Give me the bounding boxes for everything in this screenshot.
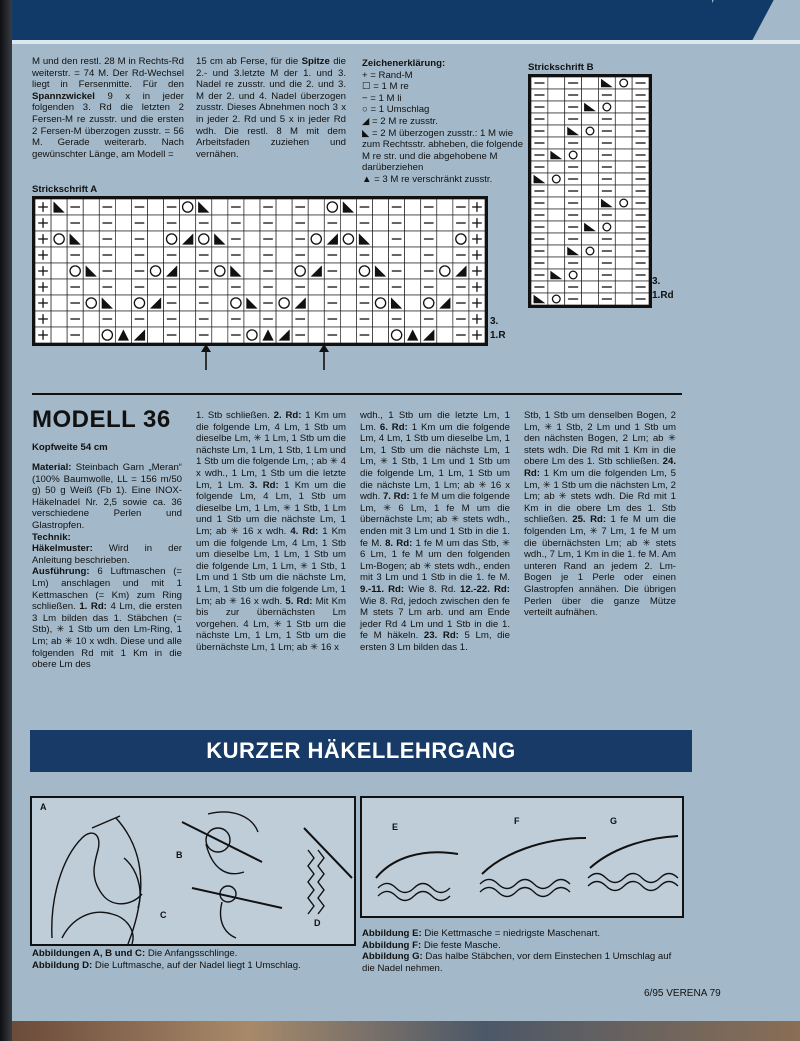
modell-size: Kopfweite 54 cm	[32, 442, 108, 453]
banner-title: KURZER HÄKELLEHRGANG	[206, 738, 516, 763]
crochet-illustration-left	[30, 796, 356, 946]
caption-right: Abbildung E: Die Kettmasche = niedrigste Maschenart. Abbildung F: Die feste Masche. Abbildung G: Das halbe Stäbchen, vor dem Einstechen 1 Umschlag auf die Nadel nehmen.	[362, 928, 672, 974]
legend-item: ◢ = 2 M re zusstr.	[362, 115, 438, 127]
section-divider	[32, 393, 682, 395]
sock-text-col2: 15 cm ab Ferse, für die Spitze die 2.- und 3.letzte M der 1. und 3. Nadel re zusstr. und die 2. und 3. M der 2. und 4. Nadel überzogen zusstr. Dieses Abnehmen noch 3 x in jeder 2. Rd und 5 x in jeder Rd wdh. Die restl. 8 M mit dem Arbeitsfaden zuziehen und vernähen.	[196, 56, 347, 160]
figure-label-e: E	[392, 822, 399, 832]
chart-b-row-1-label: 1.Rd	[652, 290, 674, 301]
modell-title: MODELL 36	[32, 406, 171, 433]
caption-left: Abbildungen A, B und C: Die Anfangsschlinge. Abbildung D: Die Luftmasche, auf der Nadel liegt 1 Umschlag.	[32, 948, 301, 971]
page-footer: 6/95 VERENA 79	[644, 988, 721, 999]
crochet-hands-illustration	[32, 798, 354, 944]
magazine-spine	[0, 0, 12, 1041]
crochet-stitches-illustration	[362, 798, 682, 916]
legend-item: − = 1 M li	[362, 92, 402, 104]
arrow-up-icon	[316, 344, 332, 370]
chart-a-label: Strickschrift A	[32, 184, 98, 195]
knitting-chart-b	[528, 74, 652, 308]
modell-text-col4: Stb, 1 Stb um denselben Bogen, 2 Lm, ✳ 1 Stb, 2 Lm und 1 Stb um den nächsten Bogen, 2 Lm; ab ✳ stets wdh. Die Rd mit 1 Km in die obere Lm des 1. Stb schließen. 24. Rd: 1 Km um die folgenden Lm, 5 Lm, ✳ 1 Stb um die nächsten Lm, 2 Lm; ab ✳ stets wdh. Die Rd mit 1 Km in die obere Lm des 1. Stb schließen. 25. Rd: 1 fe M um die folgenden Lm, ✳ 7 Lm, 1 fe M um die übernächsten Lm; ab ✳ stets wdh., 7 Lm, 1 Km in die 1. fe M. Am unteren Rand an jedem 2. Lm-Bogen je 1 Perle oder einen Glastropfen annähen. Die übrigen Perlen über die ganze Mütze verteilt aufnähen.	[524, 410, 676, 619]
modell-text-col3: wdh., 1 Stb um die letzte Lm, 1 Lm. 6. Rd: 1 Km um die folgende Lm, 4 Lm, 1 Stb um dieselbe Lm, 1 Lm, 1 Stb um die nächste Lm, 1 Lm, ✳ 1 Stb, 1 Lm und 1 Stb um die folgende Lm, 1 Lm, 1 Stb um die nächste Lm, 1 Lm; ab ✳ 16 x wdh. 7. Rd: 1 fe M um die folgende Lm, ✳ 6 Lm, 1 fe M um die übernächste Lm; ab ✳ stets wdh., enden mit 3 Lm und 1 Stb in die 1. fe M. 8. Rd: 1 fe M um das Stb, ✳ 6 Lm, 1 fe M um den folgenden Lm-Bogen; ab ✳ stets wdh., enden mit 3 Lm und 1 Stb in die 1. fe M. 9.-11. Rd: Wie 8. Rd. 12.-22. Rd: Wie 8. Rd, jedoch zwischen den fe M stets 7 Lm arb. und am Ende jeder Rd 4 Lm und 1 Stb in die 1. fe M häkeln. 23. Rd: 5 Lm, die ersten 3 Lm bilden das 1.	[360, 410, 510, 653]
figure-label-b: B	[176, 850, 183, 860]
figure-label-f: F	[514, 816, 520, 826]
arrow-up-icon	[198, 344, 214, 370]
legend-item: + = Rand-M	[362, 69, 413, 81]
chart-a-row-3-label: 3.	[490, 316, 499, 327]
chart-b-row-3-label: 3.	[652, 276, 661, 287]
figure-label-g: G	[610, 816, 618, 826]
legend-item: ☐ = 1 M re	[362, 81, 409, 93]
modell-text-col2: 1. Stb schließen. 2. Rd: 1 Km um die folgende Lm, 4 Lm, 1 Stb um dieselbe Lm, ✳ 1 Lm, 1 Stb um die nächste Lm, 1 Lm, 1 Stb, 1 Lm und 1 Stb um die folgende Lm, ; ab ✳ 4 x wdh., 1 Lm, 1 Stb um die letzte Lm, 1 Lm. 3. Rd: 1 Km um die folgende Lm, 4 Lm, 1 Stb um dieselbe Lm, 1 Lm, ✳ 1 Stb, 1 Lm und 1 Stb um die nächste Lm, 1 Lm; ab ✳ 16 x wdh. 4. Rd: 1 Km um die folgende Lm, 4 Lm, 1 Stb um dieselbe Lm, 1 Lm, 1 Stb um die folgende Lm, 1 Lm, ✳ 1 Stb, 1 Lm und 1 Stb um die nächste Lm, 1 Lm, 1 Stb um die folgende Lm, 1 Lm; ab ✳ 16 x wdh. 5. Rd: Mit Km bis zur übernächsten Lm vorgehen. 4 Lm, ✳ 1 Stb um die nächste Lm, 1 Lm, 1 Stb um die übernächste Lm, 1 Lm; ab ✳ 16 x	[196, 410, 346, 653]
magazine-page	[12, 0, 800, 1041]
legend-title: Zeichenerklärung:	[362, 58, 446, 69]
header-band	[12, 0, 800, 44]
legend-item: ▲ = 3 M re verschränkt zusstr.	[362, 173, 493, 185]
symbol-legend	[362, 58, 532, 186]
legend-item: ◣ = 2 M überzogen zusstr.: 1 M wie zum Rechtsstr. abheben, die folgende M re str. und die abgehobene M darüberziehen	[362, 127, 524, 174]
figure-label-a: A	[40, 802, 47, 812]
modell-text-col1: Material: Steinbach Garn „Meran“ (100% Baumwolle, LL = 156 m/50 g) 50 g Weiß (Fb 1). Eine INOX-Häkelnadel Nr. 2,5 sowie ca. 36 verschiedene Perlen und Glastropfen. Technik: Häkelmuster: Wird in der Anleitung beschrieben. Ausführung: 6 Luftmaschen (= Lm) anschlagen und mit 1 Kettmaschen (= Km) zum Ring schließen. 1. Rd: 4 Lm, die ersten 3 Lm bilden das 1. Stäbchen (= Stb), ✳ 1 Stb um den Lm-Ring, 1 Lm; ab ✳ 10 x wdh. Diese und alle folgenden Rd mit 1 Km in die obere Lm des	[32, 462, 183, 671]
chart-b-label: Strickschrift B	[528, 62, 594, 73]
next-page-edge	[12, 1021, 800, 1041]
chart-a-row-1-label: 1.R	[490, 330, 506, 341]
legend-item: ○ = 1 Umschlag	[362, 104, 430, 116]
sock-text-col1: M und den restl. 28 M in Rechts-Rd weiterstr. = 74 M. Der Rd-Wechsel liegt in Fersenmitte. Für den Spannzwickel 9 x in jeder folgenden 3. Rd die letzten 2 Fersen-M re zusstr. und die ersten 2 Fersen-M überzogen zusstr. = 56 M. Gerade weiterarb. Nach gewünschter Länge, am Modell =	[32, 56, 184, 160]
knitting-chart-a	[32, 196, 488, 346]
figure-label-d: D	[314, 918, 321, 928]
figure-label-c: C	[160, 910, 167, 920]
crochet-illustration-right	[360, 796, 684, 918]
